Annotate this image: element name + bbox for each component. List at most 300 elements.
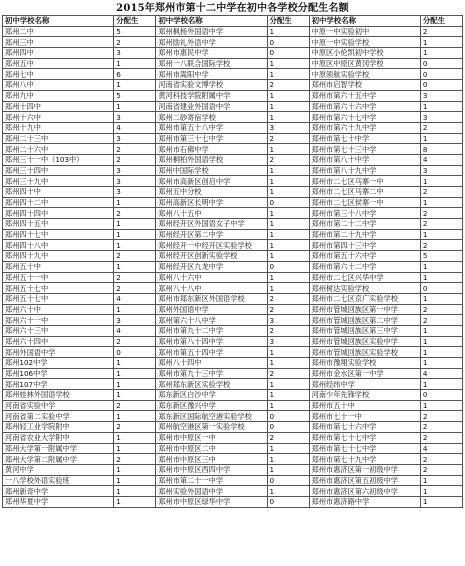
school-name-cell: 河南省建业外国语中学 [156,101,267,112]
quota-cell: 1 [114,486,156,497]
table-row [3,422,463,433]
quota-cell: 3 [267,336,309,347]
school-name-cell: 郑州桐柏外国语学校 [156,154,267,165]
table-header-row [3,16,463,27]
school-name-cell: 郑州市启智学校 [309,80,420,91]
quota-cell: 1 [114,475,156,486]
school-name-cell: 郑州经开区九龙中学 [156,261,267,272]
quota-cell: 2 [267,304,309,315]
quota-cell: 1 [420,176,462,187]
quota-cell: 3 [114,187,156,198]
table-body [3,26,463,507]
school-name-cell: 郑州五中分校 [156,187,267,198]
school-name-cell: 中原一中实验初中 [309,26,420,37]
school-name-cell: 郑州五十七中 [3,293,114,304]
quota-cell: 1 [114,390,156,401]
table-row [3,90,463,101]
quota-cell: 2 [114,283,156,294]
table-row [3,443,463,454]
quota-cell: 1 [114,58,156,69]
school-name-cell: 郑州市第六十九中学 [309,122,420,133]
table-row [3,69,463,80]
table-row [3,229,463,240]
school-name-cell: 郑州外国语中学 [3,347,114,358]
quota-cell: 2 [420,26,462,37]
quota-cell: 2 [420,304,462,315]
school-name-cell: 郑州八中 [3,80,114,91]
quota-cell: 1 [114,261,156,272]
quota-cell: 0 [420,80,462,91]
quota-cell: 2 [420,432,462,443]
quota-cell: 0 [267,197,309,208]
school-name-cell: 郑州市管城回族区实验中学 [309,336,420,347]
quota-cell: 2 [114,400,156,411]
quota-cell: 1 [420,496,462,507]
school-name-cell: 郑州市第五十八中学 [156,122,267,133]
quota-cell: 4 [114,122,156,133]
school-name-cell: 郑州市第九十三中学 [156,368,267,379]
school-name-cell: 中原区小伦凯初中学校 [309,48,420,59]
quota-cell: 2 [114,272,156,283]
quota-cell: 1 [420,229,462,240]
quota-cell: 0 [420,58,462,69]
quota-cell: 1 [267,454,309,465]
school-name-cell: 郑州市二七区京广实验学校 [309,293,420,304]
table-row [3,165,463,176]
school-name-cell: 河南省实验文博学校 [156,80,267,91]
quota-cell: 2 [267,432,309,443]
header-school-name: 初中学校名称 [309,16,420,27]
quota-cell: 2 [267,154,309,165]
school-name-cell: 郑州外国语中学 [156,304,267,315]
quota-cell: 2 [114,251,156,262]
quota-cell: 1 [267,347,309,358]
table-row [3,101,463,112]
quota-cell: 1 [114,496,156,507]
school-name-cell: 郑州市第五十四中学 [156,347,267,358]
quota-cell: 3 [114,112,156,123]
school-name-cell: 郑州市第二十一中学 [156,475,267,486]
school-name-cell: 郑州三十一中（103中） [3,154,114,165]
quota-cell: 1 [267,486,309,497]
quota-cell: 4 [114,325,156,336]
school-name-cell: 黄河科技学院附属中学 [156,90,267,101]
school-name-cell: 郑州市中原区三中 [156,454,267,465]
school-name-cell: 郑州市第六十五中学 [309,90,420,101]
quota-cell: 3 [420,112,462,123]
quota-cell: 1 [420,197,462,208]
quota-cell: 2 [114,422,156,433]
table-row [3,358,463,369]
quota-cell: 0 [267,475,309,486]
quota-cell: 2 [420,122,462,133]
school-name-cell: 郑州二砂寄宿学校 [156,112,267,123]
quota-cell: 2 [420,464,462,475]
school-name-cell: 河南少年先锋学校 [309,390,420,401]
table-row [3,219,463,230]
quota-cell: 2 [114,37,156,48]
table-row [3,379,463,390]
quota-cell: 5 [420,251,462,262]
school-name-cell: 郑州市第二十九中学 [309,229,420,240]
quota-cell: 2 [267,80,309,91]
school-name-cell: 郑州四十八中 [3,240,114,251]
school-name-cell: 河南省实验中学 [3,400,114,411]
school-name-cell: 郑州市第七十九中学 [309,454,420,465]
school-name-cell: 黄河中学 [3,464,114,475]
school-name-cell: 郑东新区国际航空港实验学校 [156,411,267,422]
table-row [3,144,463,155]
school-name-cell: 郑州八十六中 [156,272,267,283]
quota-cell: 3 [420,90,462,101]
school-name-cell: 郑州市管城回族区第一中学 [309,304,420,315]
school-name-cell: 郑州四十七中 [3,229,114,240]
school-name-cell: 郑州市七十一中 [309,411,420,422]
school-name-cell: 郑州八十四中 [156,358,267,369]
school-name-cell: 郑州市第三十八中学 [309,208,420,219]
quota-cell: 5 [114,26,156,37]
quota-cell: 1 [267,229,309,240]
quota-cell: 1 [267,112,309,123]
quota-cell: 1 [267,251,309,262]
quota-cell: 0 [267,37,309,48]
table-row [3,411,463,422]
quota-cell: 2 [420,411,462,422]
school-name-cell: 郑州大学第一附属中学 [3,443,114,454]
quota-cell: 2 [420,208,462,219]
school-name-cell: 河南省第二实验中学 [3,411,114,422]
school-name-cell: 郑州经纬中学 [309,379,420,390]
school-name-cell: 郑州八十五中 [156,208,267,219]
quota-cell: 1 [420,486,462,497]
quota-table [2,15,463,508]
quota-cell: 1 [267,58,309,69]
quota-cell: 1 [114,304,156,315]
quota-cell: 1 [267,400,309,411]
school-name-cell: 郑州市惠济区第五初级中学 [309,475,420,486]
school-name-cell: 郑州航空港区第一实验学校 [156,422,267,433]
header-school-name: 初中学校名称 [3,16,114,27]
school-name-cell: 郑州郑东新区实验学校 [156,379,267,390]
quota-cell: 2 [420,240,462,251]
quota-cell: 1 [267,208,309,219]
school-name-cell: 郑州市郑东新区外国语学校 [156,293,267,304]
school-name-cell: 郑州三中 [3,37,114,48]
school-name-cell: 郑州四中 [3,48,114,59]
school-name-cell: 郑州市中原区西四中学 [156,464,267,475]
school-name-cell: 郑州市第四十三中学 [309,240,420,251]
quota-cell: 1 [267,240,309,251]
quota-cell: 2 [114,208,156,219]
table-row [3,347,463,358]
table-row [3,496,463,507]
school-name-cell: 郑州市豫翔实验学校 [309,358,420,369]
table-row [3,283,463,294]
quota-cell: 3 [267,315,309,326]
school-name-cell: 郑州九中 [3,90,114,101]
header-quota: 分配生 [114,16,156,27]
school-name-cell: 郑州市第八十四中学 [156,336,267,347]
header-school-name: 初中学校名称 [156,16,267,27]
school-name-cell: 郑州枫杨外国语中学 [156,26,267,37]
table-row [3,325,463,336]
quota-cell: 1 [114,464,156,475]
quota-cell: 1 [420,37,462,48]
table-row [3,80,463,91]
quota-cell: 1 [420,133,462,144]
quota-cell: 0 [267,411,309,422]
quota-cell: 3 [114,176,156,187]
document-title: 2015年郑州市第十二中学在初中各学校分配生名额 [116,3,349,14]
school-name-cell: 郑州六十三中 [3,325,114,336]
quota-cell: 4 [420,154,462,165]
table-row [3,315,463,326]
school-name-cell: 郑州五十中 [3,261,114,272]
quota-cell: 1 [114,240,156,251]
school-name-cell: 郑州经开一中经开区实验学校 [156,240,267,251]
table-row [3,464,463,475]
table-row [3,251,463,262]
quota-cell: 1 [267,101,309,112]
header-quota: 分配生 [420,16,462,27]
quota-cell: 1 [114,379,156,390]
table-row [3,454,463,465]
school-name-cell: 郑州市五十中 [309,400,420,411]
quota-cell: 1 [420,261,462,272]
quota-cell: 4 [114,293,156,304]
table-row [3,368,463,379]
table-row [3,304,463,315]
quota-cell: 1 [267,90,309,101]
quota-cell: 0 [267,422,309,433]
school-name-cell: 郑州二十三中 [3,133,114,144]
school-name-cell: 郑州实验外国语中学 [156,486,267,497]
quota-cell: 1 [114,80,156,91]
table-row [3,133,463,144]
quota-cell: 3 [114,315,156,326]
quota-cell: 2 [420,187,462,198]
quota-cell: 1 [420,358,462,369]
quota-cell: 1 [420,293,462,304]
school-name-cell: 郑州六十四中 [3,336,114,347]
quota-cell: 2 [420,219,462,230]
table-row [3,486,463,497]
school-name-cell: 郑州市第九十二中学 [156,325,267,336]
school-name-cell: 郑州高新区长明中学 [156,197,267,208]
quota-cell: 0 [420,283,462,294]
school-name-cell: 郑州市二七区马寨一中 [309,176,420,187]
quota-cell: 8 [420,144,462,155]
school-name-cell: 郑州市第七十七中学 [309,443,420,454]
school-name-cell: 郑州轻工业学院附中 [3,422,114,433]
quota-cell: 2 [114,154,156,165]
quota-cell: 2 [114,336,156,347]
school-name-cell: 郑州华夏中学 [3,496,114,507]
school-name-cell: 郑州市嵩阳中学 [156,69,267,80]
quota-cell: 1 [420,475,462,486]
table-row [3,112,463,123]
table-row [3,26,463,37]
quota-cell: 0 [267,496,309,507]
quota-cell: 1 [114,443,156,454]
school-name-cell: 郑州市第三十七中学 [156,133,267,144]
table-row [3,272,463,283]
school-name-cell: 郑州四十五中 [3,219,114,230]
school-name-cell: 郑州市二七区兴华中学 [309,272,420,283]
school-name-cell: 郑州树达实验学校 [309,283,420,294]
quota-cell: 0 [267,261,309,272]
school-name-cell: 郑东新区豫兴中学 [156,400,267,411]
school-name-cell: 郑州市二七区马寨二中 [309,187,420,198]
quota-cell: 1 [267,379,309,390]
school-name-cell: 郑州市惠济路中学 [309,496,420,507]
school-name-cell: 郑州市金水区第一中学 [309,368,420,379]
quota-cell: 2 [420,454,462,465]
school-name-cell: 郑州五十一中 [3,272,114,283]
table-row [3,37,463,48]
quota-cell: 1 [420,272,462,283]
quota-cell: 1 [267,176,309,187]
school-name-cell: 郑东新区白沙中学 [156,390,267,401]
school-name-cell: 郑州106中学 [3,368,114,379]
quota-cell: 1 [420,379,462,390]
quota-cell: 1 [267,69,309,80]
school-name-cell: 郑州市第七十三中学 [309,144,420,155]
header-quota: 分配生 [267,16,309,27]
school-name-cell: 郑州六十中 [3,304,114,315]
school-name-cell: 郑州市第六十六中学 [309,101,420,112]
quota-cell: 1 [267,144,309,155]
school-name-cell: 郑州市第七十七中学 [309,432,420,443]
table-row [3,208,463,219]
quota-cell: 0 [420,69,462,80]
quota-cell: 2 [267,325,309,336]
quota-cell: 5 [114,90,156,101]
school-name-cell: 郑州一八联合国际学校 [156,58,267,69]
quota-cell: 2 [420,315,462,326]
school-name-cell: 郑州市管城回族区第二中学 [309,315,420,326]
quota-cell: 1 [267,464,309,475]
table-row [3,58,463,69]
school-name-cell: 中原一中实验学校 [309,37,420,48]
table-row [3,154,463,165]
quota-cell: 1 [114,219,156,230]
quota-cell: 1 [114,197,156,208]
school-name-cell: 郑州桂林外国语学校 [3,390,114,401]
school-name-cell: 郑州五十七中 [3,283,114,294]
school-name-cell: 郑州二中 [3,26,114,37]
table-row [3,293,463,304]
school-name-cell: 郑州大学第二附属中学 [3,454,114,465]
quota-cell: 1 [267,443,309,454]
school-name-cell: 郑州四十二中 [3,197,114,208]
school-name-cell: 郑州经开区外国语女子中学 [156,219,267,230]
school-name-cell: 郑州107中学 [3,379,114,390]
quota-cell: 1 [420,101,462,112]
quota-cell: 1 [267,219,309,230]
school-name-cell: 郑州二十六中 [3,144,114,155]
quota-cell: 1 [114,101,156,112]
school-name-cell: 郑州中国际学校 [156,165,267,176]
table-row [3,336,463,347]
school-name-cell: 郑州市管城回族区实验学校 [309,347,420,358]
school-name-cell: 郑州市第七十中学 [309,133,420,144]
school-name-cell: 中原区中原区黄冈学校 [309,58,420,69]
quota-cell: 1 [267,272,309,283]
quota-cell: 1 [267,187,309,198]
school-name-cell: 郑州五中 [3,58,114,69]
quota-cell: 1 [114,229,156,240]
school-name-cell: 郑州市第五十六中学 [309,251,420,262]
quota-cell: 1 [420,48,462,59]
quota-cell: 4 [420,368,462,379]
school-name-cell: 郑州市中原区绿华中学 [156,496,267,507]
school-name-cell: 郑州七中 [3,69,114,80]
school-name-cell: 郑州第六十八中学 [156,315,267,326]
school-name-cell: 郑州经开区第二中学 [156,229,267,240]
school-name-cell: 郑州市二七区侯寨一中 [309,197,420,208]
school-name-cell: 郑州八十八中 [156,283,267,294]
school-name-cell: 郑州市第七十六中学 [309,422,420,433]
quota-cell: 1 [267,283,309,294]
quota-cell: 1 [114,368,156,379]
table-row [3,176,463,187]
quota-cell: 1 [420,336,462,347]
school-name-cell: 郑州六十一中 [3,315,114,326]
table-row [3,432,463,443]
table-row [3,197,463,208]
school-name-cell: 郑州十六中 [3,112,114,123]
quota-cell: 1 [114,358,156,369]
quota-cell: 1 [267,358,309,369]
school-name-cell: 郑州十四中 [3,101,114,112]
school-name-cell: 郑州市第八十中学 [309,154,420,165]
quota-cell: 0 [420,390,462,401]
school-name-cell: 郑州市第八十九中学 [309,165,420,176]
quota-cell: 3 [267,122,309,133]
table-row [3,240,463,251]
quota-cell: 1 [114,411,156,422]
school-name-cell: 河南省农业大学附中 [3,432,114,443]
school-name-cell: 郑州市中原区二中 [156,443,267,454]
school-name-cell: 郑州市石佛中学 [156,144,267,155]
quota-cell: 1 [420,325,462,336]
quota-cell: 2 [114,144,156,155]
school-name-cell: 郑州新奇中学 [3,486,114,497]
school-name-cell: 郑州三十九中 [3,176,114,187]
school-name-cell: 郑州市第二十二中学 [309,219,420,230]
quota-cell: 3 [114,48,156,59]
school-name-cell: 郑州市第六十七中学 [309,112,420,123]
school-name-cell: 郑州四十中 [3,187,114,198]
quota-cell: 3 [114,165,156,176]
quota-cell: 0 [114,347,156,358]
school-name-cell: 中原领航实验学校 [309,69,420,80]
table-row [3,390,463,401]
quota-cell: 2 [267,368,309,379]
quota-cell: 6 [114,69,156,80]
school-name-cell: 郑州市中原区一中 [156,432,267,443]
quota-cell: 1 [267,26,309,37]
school-name-cell: 郑州励礼外语中学 [156,37,267,48]
school-name-cell: 郑州经开区创新实验学校 [156,251,267,262]
quota-cell: 1 [420,400,462,411]
quota-cell: 2 [114,454,156,465]
school-name-cell: 郑州市管城回族区第三中学 [309,325,420,336]
quota-cell: 0 [267,48,309,59]
table-row [3,122,463,133]
school-name-cell: 郑州市惠民中学 [156,48,267,59]
